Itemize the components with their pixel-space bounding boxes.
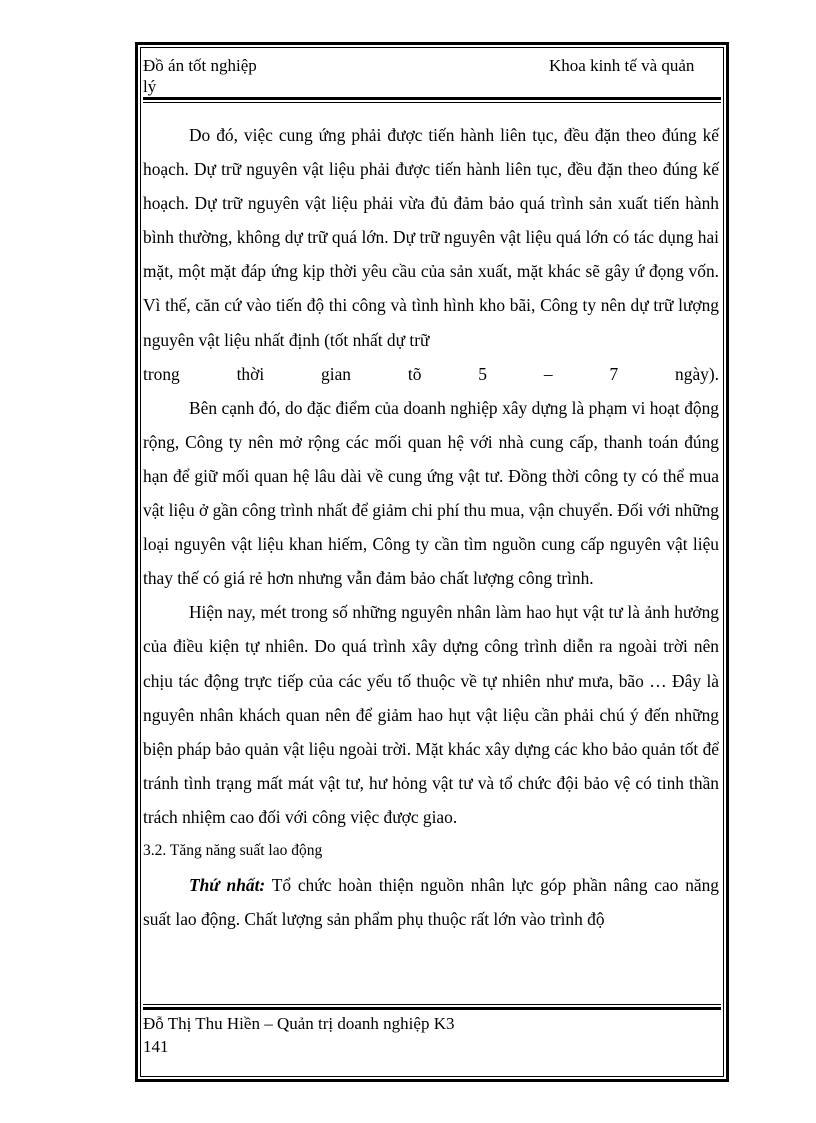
paragraph-4 xyxy=(143,868,719,936)
paragraph-4-lead: Thứ nhất: xyxy=(189,874,266,895)
header-rule-thin xyxy=(143,102,721,103)
section-heading: 3.2. Tăng năng suất lao động xyxy=(143,841,323,859)
document-body xyxy=(143,118,719,936)
paragraph-4-text: Tổ chức hoàn thiện nguồn nhân lực góp phần nâng cao năng suất lao động. Chất lượng sản phẩm phụ thuộc rất lớn vào trình độ xyxy=(143,874,720,930)
header-rule-thick xyxy=(143,97,721,100)
header-right-title: Khoa kinh tế và quản xyxy=(549,56,695,75)
page-number: 141 xyxy=(143,1037,169,1056)
paragraph-1: Do đó, việc cung ứng phải được tiến hành liên tục, đều đặn theo đúng kế hoạch. Dự trữ nguyên vật liệu phải được tiến hành liên tục, đều đặn theo đúng kế hoạch. Dự trữ nguyên vật liệu phải vừa đủ đảm bảo quá trình sản xuất tiến hành bình thường, không dự trữ quá lớn. Dự trữ nguyên vật liệu quá lớn có tác dụng hai mặt, một mặt đáp ứng kịp thời yêu cầu của sản xuất, mặt khác sẽ gây ứ đọng vốn. Vì thế, căn cứ vào tiến độ thi công và tình hình kho bãi, Công ty nên dự trữ lượng nguyên vật liệu nhất định (tốt nhất dự trữ xyxy=(143,125,719,350)
footer-rule-thick xyxy=(143,1007,721,1010)
header-right-wrap: lý xyxy=(143,77,157,96)
footer-rule-thin xyxy=(143,1004,721,1005)
paragraph-2: Bên cạnh đó, do đặc điểm của doanh nghiệp xây dựng là phạm vi hoạt động rộng, Công ty nên mở rộng các mối quan hệ với nhà cung cấp, thanh toán đúng hạn để giữ mối quan hệ lâu dài về cung ứng vật tư. Đồng thời công ty có thể mua vật liệu ở gần công trình nhất để giảm chi phí thu mua, vận chuyển. Đối với những loại nguyên vật liệu khan hiếm, Công ty cần tìm nguồn cung cấp nguyên vật liệu thay thế có giá rẻ hơn nhưng vẫn đảm bảo chất lượng công trình. xyxy=(143,397,719,589)
paragraph-1-last-line: trong thời gian tõ 5 – 7 ngày). xyxy=(143,363,719,384)
footer-author: Đỗ Thị Thu Hiền – Quản trị doanh nghiệp K3 xyxy=(143,1014,455,1033)
header-left-title: Đồ án tốt nghiệp xyxy=(143,56,257,75)
paragraph-3: Hiện nay, mét trong số những nguyên nhân làm hao hụt vật tư là ảnh hưởng của điều kiện tự nhiên. Do quá trình xây dựng công trình diễn ra ngoài trời nên chịu tác động trực tiếp của các yếu tố thuộc về tự nhiên như mưa, bão … Đây là nguyên nhân khách quan nên để giảm hao hụt vật liệu cần phải chú ý đến những biện pháp bảo quản vật liệu ngoài trời. Mặt khác xây dựng các kho bảo quản tốt để tránh tình trạng mất mát vật tư, hư hỏng vật tư và tổ chức đội bảo vệ có tinh thần trách nhiệm cao đối với công việc được giao. xyxy=(143,602,719,827)
